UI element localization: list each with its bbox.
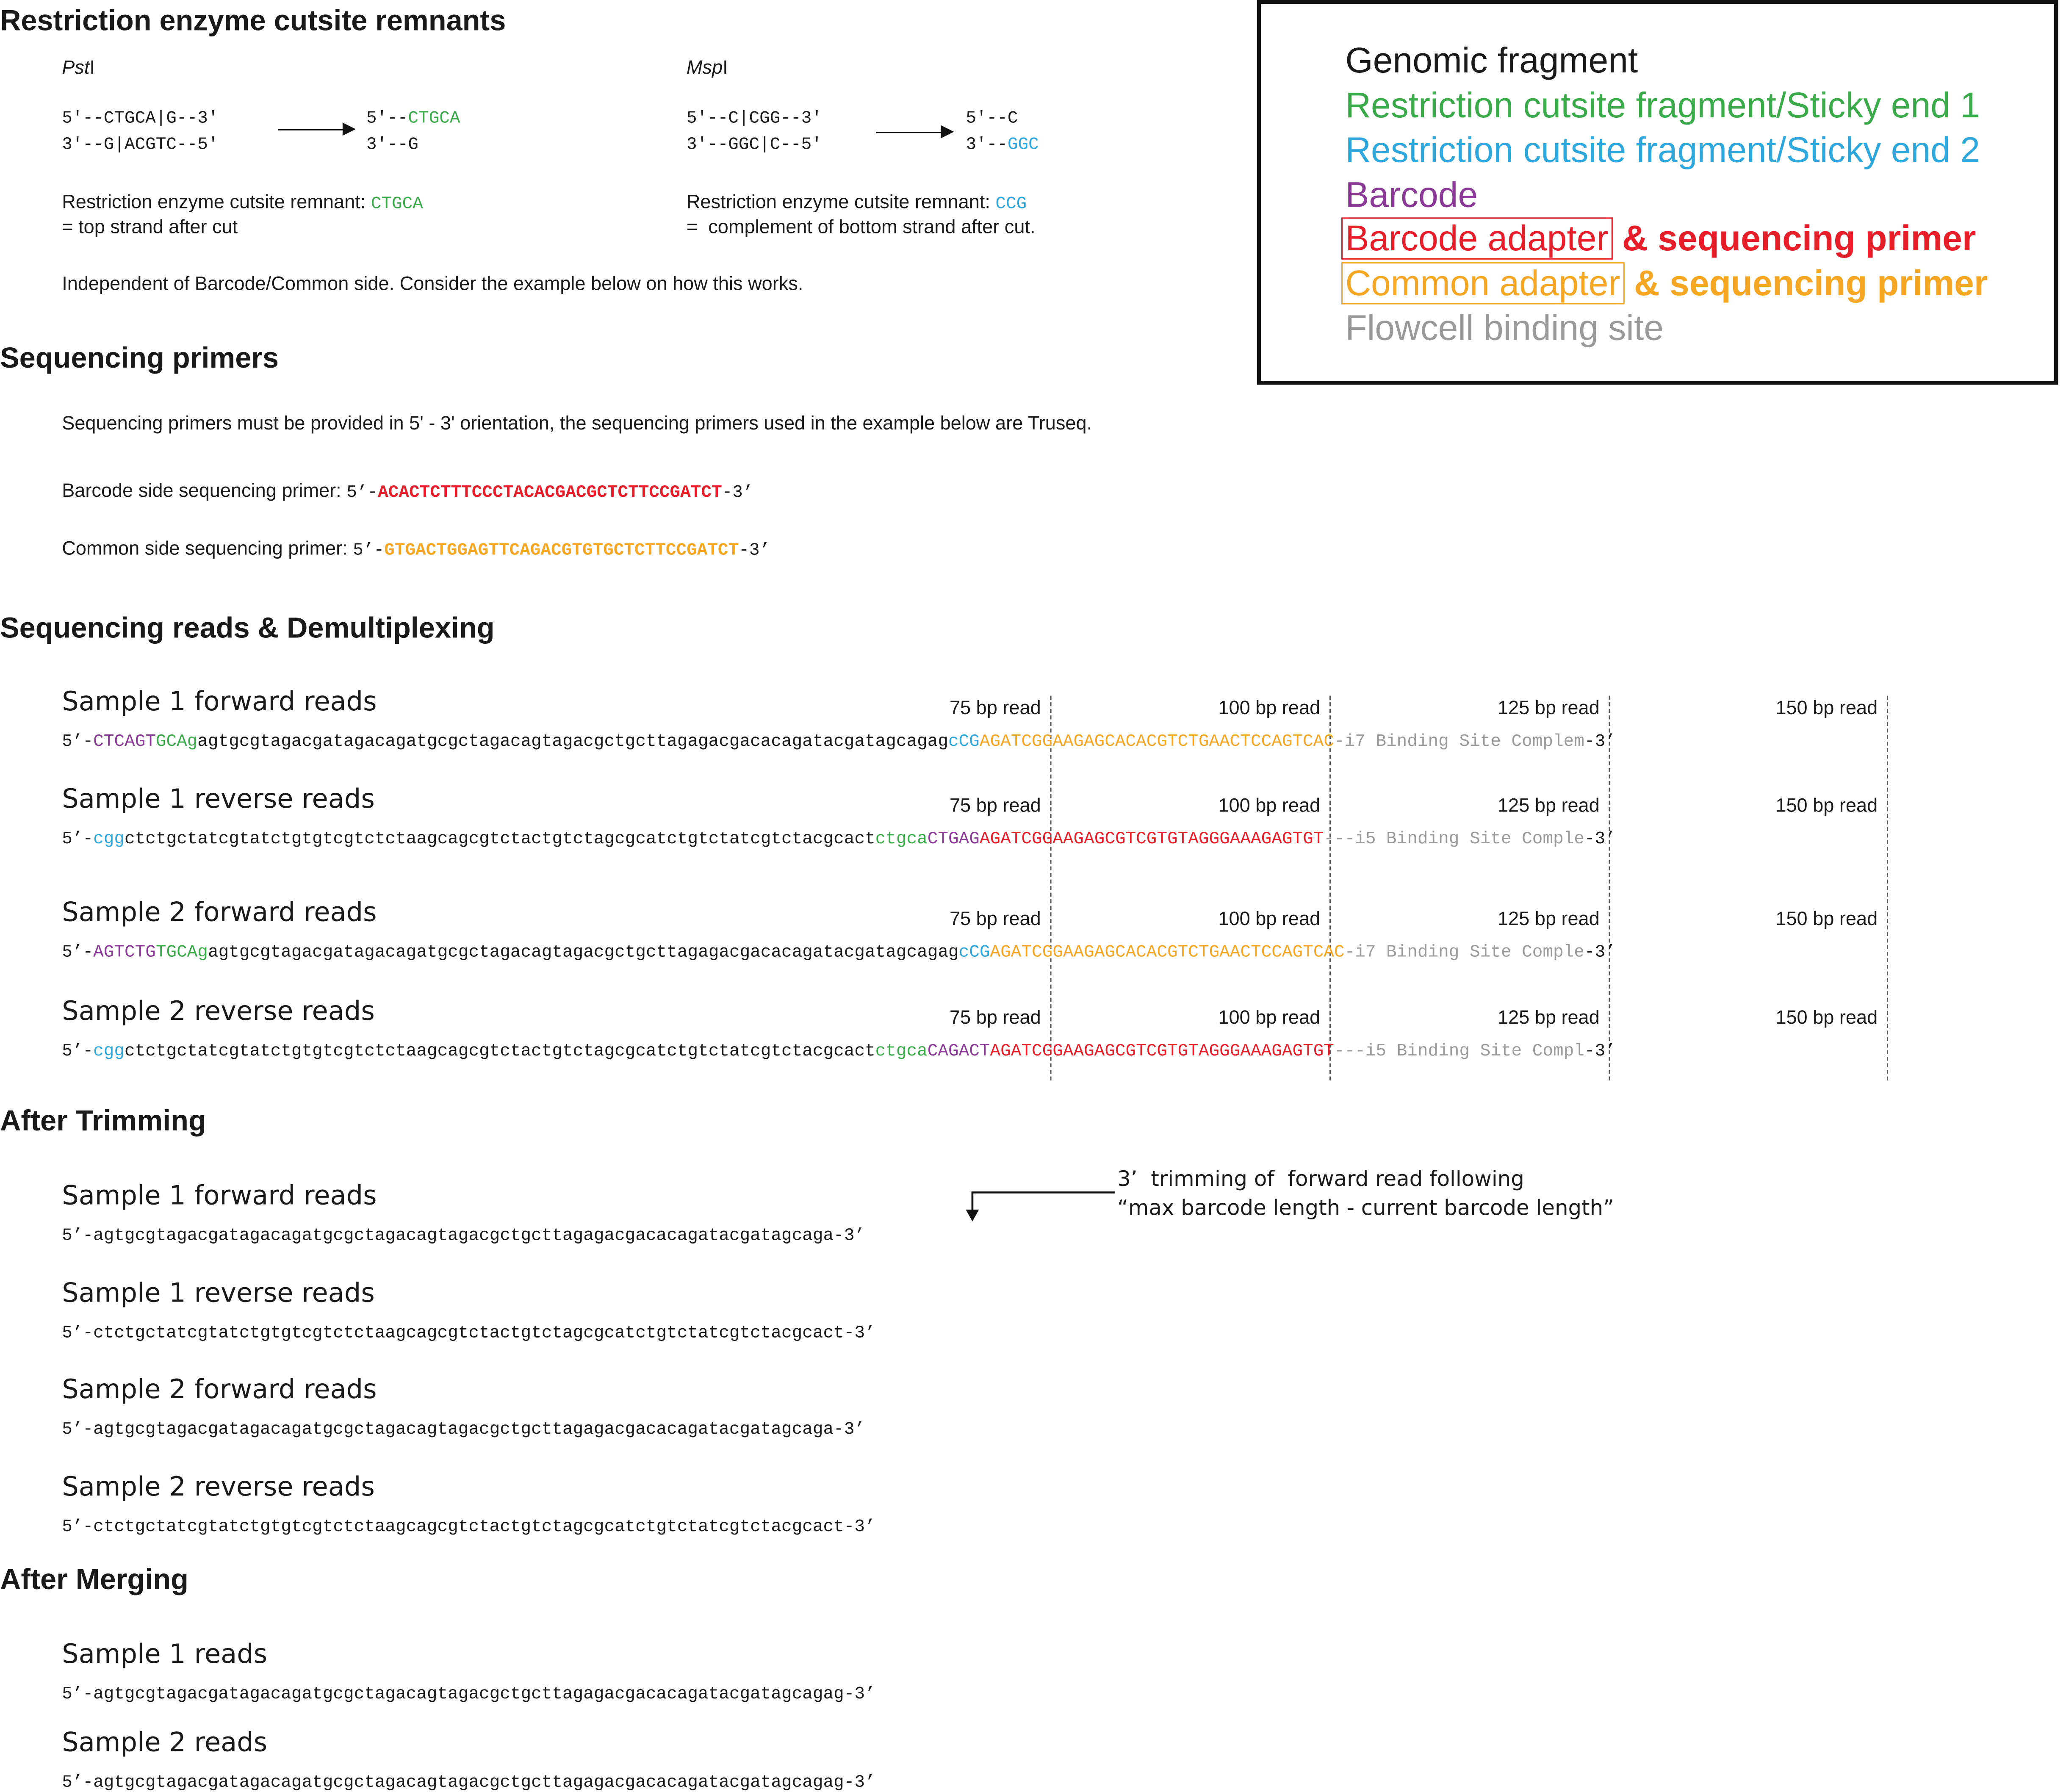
msp-remnant-seq: CCG (995, 194, 1027, 213)
sequence-segment-barcode-adapter: AGATCGGAAGAGCGTCGTGTAGGGAAAGAGTGT (990, 1041, 1334, 1061)
sequence-segment-genomic: ctctgctatcgtatctgtgtcgtctctaagcagcgtctactgtctagcgcatctgtctatcgtctacgcact (124, 828, 875, 849)
merge-seq-1: 5’-agtgcgtagacgatagacagatgcgctagacagtagacgctgcttagagacgacacagatacgatagcagag-3’ (62, 1684, 875, 1704)
sequence-segment-sticky-end-1: GCAg (155, 731, 198, 751)
read-length-label: 75 bp read (949, 796, 1041, 817)
read-sequence-4 (62, 1041, 1616, 1061)
section-title-merging: After Merging (0, 1562, 188, 1596)
trim-seq-3: 5’-agtgcgtagacgatagacagatgcgctagacagtagacgctgcttagagacgacacagatacgatagcaga-3’ (62, 1419, 865, 1439)
msp-remnant-label: Restriction enzyme cutsite remnant: (686, 192, 996, 213)
pst-arrow-icon (278, 129, 353, 130)
pst-result-top-sticky: CTGCA (408, 108, 460, 128)
msp-result-bottom (966, 134, 1039, 154)
legend-barcode-primer: & sequencing primer (1612, 219, 1976, 258)
read-length-label: 150 bp read (1775, 909, 1878, 931)
read-length-label: 125 bp read (1497, 1008, 1600, 1029)
read-length-label: 125 bp read (1497, 909, 1600, 931)
sequence-segment-genomic: -3’ (1584, 942, 1616, 962)
sequence-segment-barcode: AGTCTG (93, 942, 156, 962)
legend-barcode: Barcode (1345, 175, 1478, 215)
sequence-segment-flowcell: -i7 Binding Site Complem (1334, 731, 1584, 751)
read-length-label: 75 bp read (949, 909, 1041, 931)
common-primer-label: Common side sequencing primer: (62, 539, 348, 560)
section-title-reads: Sequencing reads & Demultiplexing (0, 611, 495, 645)
msp-top-strand: 5'--C|CGG--3' (686, 108, 822, 128)
sequence-segment-common-adapter: AGATCGGAAGAGCACACGTCTGAACTCCAGTCAC (979, 731, 1334, 751)
read-title-4: Sample 2 reverse reads (62, 994, 375, 1027)
read-title-3: Sample 2 forward reads (62, 896, 377, 928)
sequence-segment-flowcell: -i7 Binding Site Comple (1344, 942, 1584, 962)
sequence-segment-sticky-end-1: ctgca (875, 828, 928, 849)
read-sequence-2 (62, 829, 1616, 849)
read-sequence-1 (62, 731, 1616, 751)
trim-title-1: Sample 1 forward reads (62, 1179, 377, 1211)
msp-result-bottom-prefix: 3'-- (966, 134, 1008, 154)
section-title-primers: Sequencing primers (0, 341, 279, 374)
trim-note-line-2: “max barcode length - current barcode length” (1117, 1195, 1614, 1220)
trim-pointer-arrow-icon (959, 1183, 1117, 1226)
pst-enzyme-name (62, 58, 95, 79)
msp-enzyme-name (687, 58, 728, 79)
common-primer-line (62, 539, 770, 560)
cutoff-line-125 (1609, 696, 1610, 1080)
sequence-segment-genomic: agtgcgtagacgatagacagatgcgctagacagtagacgctgcttagagacgacacagatacgatagcagag (197, 731, 948, 751)
msp-remnant-note: = complement of bottom strand after cut. (686, 217, 1036, 239)
barcode-primer-line (62, 481, 753, 502)
sequence-segment-flowcell: ---i5 Binding Site Compl (1334, 1041, 1584, 1061)
primers-intro: Sequencing primers must be provided in 5' - 3' orientation, the sequencing primers used in the example below are Truseq. (62, 413, 1092, 435)
sequence-segment-genomic: ctctgctatcgtatctgtgtcgtctctaagcagcgtctactgtctagcgcatctgtctatcgtctacgcact (124, 1041, 875, 1061)
pst-remnant-label: Restriction enzyme cutsite remnant: (62, 192, 371, 213)
merge-seq-2: 5’-agtgcgtagacgatagacagatgcgctagacagtagacgctgcttagagacgacacagatacgatagcagag-3’ (62, 1772, 875, 1792)
legend-flowcell: Flowcell binding site (1345, 308, 1664, 348)
merge-title-2: Sample 2 reads (62, 1726, 268, 1758)
read-length-label: 150 bp read (1775, 1008, 1878, 1029)
read-length-label: 150 bp read (1775, 796, 1878, 817)
read-sequence-3 (62, 942, 1616, 962)
sequence-segment-genomic: -3’ (1584, 1041, 1616, 1061)
read-length-label: 100 bp read (1218, 1008, 1321, 1029)
sequence-segment-genomic: 5’- (62, 828, 94, 849)
legend-sticky-end-1: Restriction cutsite fragment/Sticky end 1 (1345, 86, 1980, 125)
read-length-label: 100 bp read (1218, 698, 1321, 720)
msp-name-italic: Msp (686, 58, 723, 79)
sequence-segment-barcode: CTGAG (927, 828, 980, 849)
trim-note-line-1: 3’ trimming of forward read following (1117, 1166, 1524, 1191)
msp-arrow-icon (876, 132, 951, 133)
section-title-trimming: After Trimming (0, 1104, 206, 1137)
barcode-primer-label: Barcode side sequencing primer: (62, 481, 341, 502)
msp-result-top: 5'--C (966, 108, 1018, 128)
legend-common-adapter-row (1341, 263, 1988, 304)
legend-sticky-end-2: Restriction cutsite fragment/Sticky end 2 (1345, 130, 1980, 170)
sequence-segment-sticky-end-2: cCG (948, 731, 980, 751)
merge-title-1: Sample 1 reads (62, 1637, 268, 1670)
section-title-restriction: Restriction enzyme cutsite remnants (0, 4, 506, 37)
common-primer-prefix: 5’- (353, 540, 385, 560)
pst-remnant-seq: CTGCA (371, 194, 423, 213)
pst-bottom-strand: 3'--G|ACGTC--5' (62, 134, 219, 154)
msp-bottom-strand: 3'--GGC|C--5' (686, 134, 822, 154)
read-length-label: 100 bp read (1218, 909, 1321, 931)
trim-seq-1: 5’-agtgcgtagacgatagacagatgcgctagacagtagacgctgcttagagacgacacagatacgatagcaga-3’ (62, 1225, 865, 1245)
legend-genomic: Genomic fragment (1345, 41, 1638, 80)
sequence-segment-sticky-end-1: ctgca (875, 1041, 928, 1061)
sequence-segment-sticky-end-1: TGCAg (155, 942, 208, 962)
legend-common-primer: & sequencing primer (1624, 263, 1988, 303)
barcode-primer-prefix: 5’- (346, 482, 378, 502)
sequence-segment-genomic: 5’- (62, 942, 94, 962)
common-primer-seq: GTGACTGGAGTTCAGACGTGTGCTCTTCCGATCT (384, 540, 739, 560)
common-primer-suffix: -3’ (739, 540, 770, 560)
sequence-segment-genomic: agtgcgtagacgatagacagatgcgctagacagtagacgctgcttagagacgacacagatacgatagcagag (208, 942, 959, 962)
msp-name-suffix: I (723, 58, 728, 79)
read-title-1: Sample 1 forward reads (62, 685, 377, 717)
trim-title-4: Sample 2 reverse reads (62, 1470, 375, 1502)
barcode-primer-suffix: -3’ (722, 482, 753, 502)
sequence-segment-genomic: -3’ (1584, 828, 1616, 849)
msp-result-bottom-sticky: GGC (1007, 134, 1039, 154)
sequence-segment-barcode: CAGACT (927, 1041, 990, 1061)
sequence-segment-common-adapter: AGATCGGAAGAGCACACGTCTGAACTCCAGTCAC (990, 942, 1345, 962)
legend-barcode-adapter: Barcode adapter (1341, 217, 1612, 260)
cutoff-line-150 (1887, 696, 1888, 1080)
sequence-segment-barcode-adapter: AGATCGGAAGAGCGTCGTGTAGGGAAAGAGTGT (979, 828, 1324, 849)
read-length-label: 75 bp read (949, 698, 1041, 720)
read-length-label: 150 bp read (1775, 698, 1878, 720)
read-length-label: 125 bp read (1497, 698, 1600, 720)
pst-remnant-note: = top strand after cut (62, 217, 238, 239)
pst-name-suffix: I (89, 58, 95, 79)
trim-seq-4: 5’-ctctgctatcgtatctgtgtcgtctctaagcagcgtctactgtctagcgcatctgtctatcgtctacgcact-3’ (62, 1516, 875, 1537)
barcode-primer-seq: ACACTCTTTCCCTACACGACGCTCTTCCGATCT (378, 482, 722, 502)
sequence-segment-genomic: 5’- (62, 1041, 94, 1061)
sequence-segment-sticky-end-2: cCG (958, 942, 990, 962)
read-length-label: 75 bp read (949, 1008, 1041, 1029)
trim-title-2: Sample 1 reverse reads (62, 1277, 375, 1309)
pst-name-italic: Pst (62, 58, 90, 79)
pst-result-bottom: 3'--G (366, 134, 418, 154)
read-title-2: Sample 1 reverse reads (62, 782, 375, 814)
trim-seq-2: 5’-ctctgctatcgtatctgtgtcgtctctaagcagcgtctactgtctagcgcatctgtctatcgtctacgcact-3’ (62, 1323, 875, 1343)
sequence-segment-sticky-end-2: cgg (93, 828, 125, 849)
sequence-segment-barcode: CTCAGT (93, 731, 156, 751)
sequence-segment-sticky-end-2: cgg (93, 1041, 125, 1061)
msp-remnant-line (687, 192, 1027, 213)
pst-result-top-prefix: 5'-- (366, 108, 408, 128)
pst-top-strand: 5'--CTGCA|G--3' (62, 108, 219, 128)
read-length-label: 125 bp read (1497, 796, 1600, 817)
cutoff-line-75 (1050, 696, 1051, 1080)
sequence-segment-genomic: 5’- (62, 731, 94, 751)
pst-result-top (366, 108, 460, 128)
legend-common-adapter: Common adapter (1341, 262, 1624, 305)
legend-barcode-adapter-row (1341, 219, 1976, 259)
sequence-segment-flowcell: ---i5 Binding Site Comple (1324, 828, 1584, 849)
read-length-label: 100 bp read (1218, 796, 1321, 817)
independent-note: Independent of Barcode/Common side. Consider the example below on how this works. (62, 274, 803, 295)
cutoff-line-100 (1329, 696, 1331, 1080)
pst-remnant-line (62, 192, 423, 213)
sequence-segment-genomic: -3’ (1584, 731, 1616, 751)
trim-title-3: Sample 2 forward reads (62, 1373, 377, 1405)
